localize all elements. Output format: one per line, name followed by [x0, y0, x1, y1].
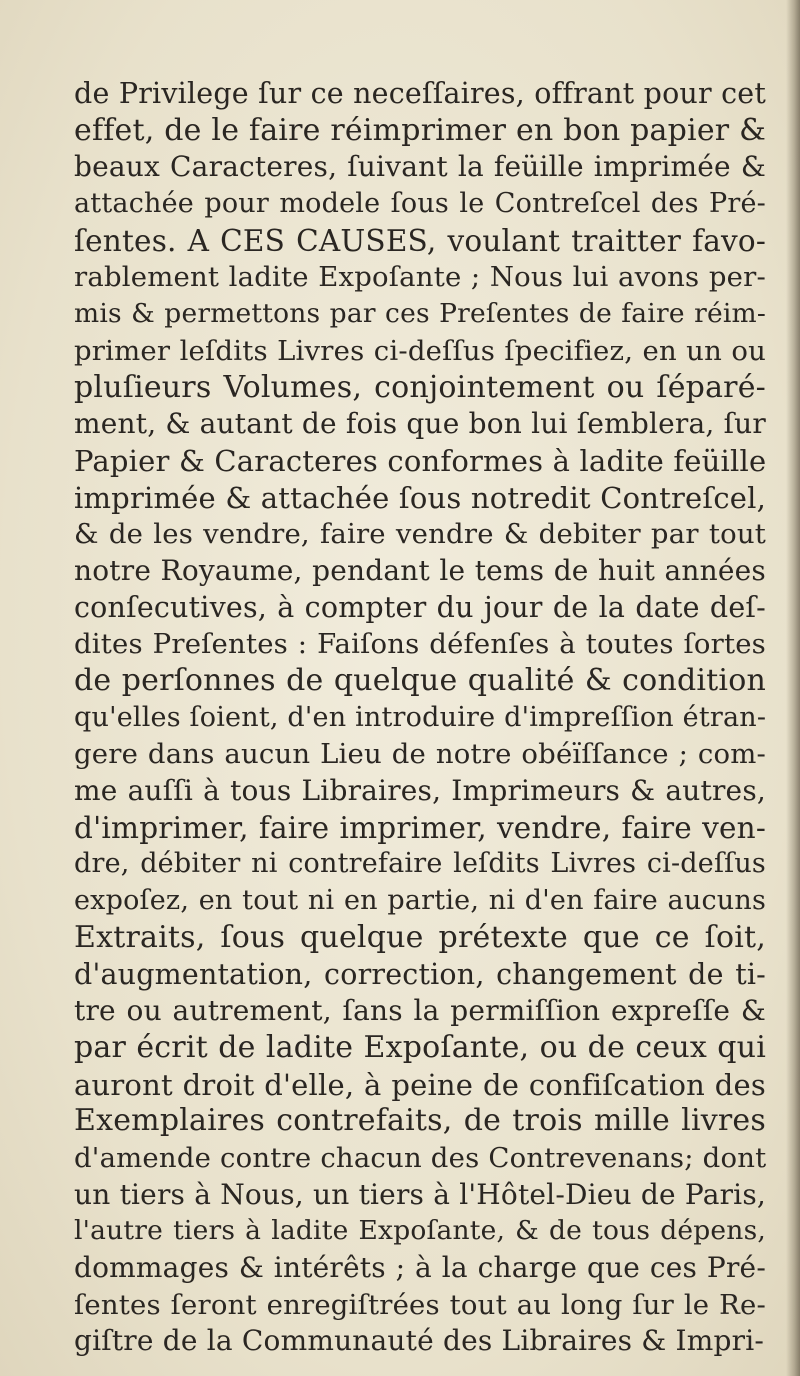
text-line: conſecutives, à compter du jour de la date deſ-	[74, 590, 766, 624]
text-line: un tiers à Nous, un tiers à l'Hôtel-Dieu de Paris,	[74, 1177, 766, 1211]
text-line: dites Preſentes : Faiſons défenſes à toutes ſortes	[74, 628, 766, 661]
text-line: auront droit d'elle, à peine de confiſcation des	[74, 1067, 766, 1102]
text-line: qu'elles ſoient, d'en introduire d'impreſſion étran-	[74, 701, 767, 733]
text-line: d'imprimer, faire imprimer, vendre, faire ven-	[74, 810, 766, 845]
page-edge-shadow	[786, 0, 800, 1376]
text-line: imprimée & attachée ſous notredit Contreſcel,	[74, 480, 767, 515]
text-line: rablement ladite Expoſante ; Nous lui avons per-	[74, 261, 766, 294]
text-line: expoſez, en tout ni en partie, ni d'en faire aucuns	[74, 885, 766, 917]
text-line: dommages & intérêts ; à la charge que ces Pré-	[74, 1251, 766, 1284]
text-line: de Privilege ſur ce neceſſaires, offrant pour cet	[74, 77, 766, 110]
text-line: beaux Caracteres, ſuivant la feüille imprimée &	[74, 150, 766, 184]
text-line: Extraits, ſous quelque prétexte que ce ſoit,	[74, 919, 766, 955]
text-line: gere dans aucun Lieu de notre obéïſſance ; com-	[74, 738, 766, 771]
text-line: effet, de le faire réimprimer en bon papier &	[74, 112, 766, 148]
text-line: par écrit de ladite Expoſante, ou de ceux qui	[74, 1029, 766, 1065]
text-line: ment, & autant de fois que bon lui ſemblera, ſur	[74, 407, 766, 441]
text-line: attachée pour modele ſous le Contreſcel des Pré-	[74, 188, 766, 220]
text-line: d'augmentation, correction, changement de ti-	[74, 957, 766, 991]
text-line: me auſſi à tous Libraires, Imprimeurs & autres,	[74, 774, 766, 808]
text-line: & de les vendre, faire vendre & debiter par tout	[74, 518, 766, 551]
text-line: de perſonnes de quelque qualité & condition	[74, 663, 766, 698]
text-line: pluſieurs Volumes, conjointement ou ſéparé-	[74, 369, 766, 405]
text-line: l'autre tiers à ladite Expoſante, & de tous dépens,	[74, 1215, 766, 1247]
text-line: giſtre de la Communauté des Libraires & Impri-	[74, 1324, 765, 1358]
text-line: dre, débiter ni contrefaire leſdits Livres ci-deſſus	[74, 848, 766, 880]
text-line: mis & permettons par ces Preſentes de faire réim-	[74, 298, 766, 330]
text-line: ſentes ſeront enregiſtrées tout au long ſur le Re-	[74, 1288, 766, 1321]
text-line: Papier & Caracteres conformes à ladite feüille	[74, 443, 767, 478]
text-line: tre ou autrement, ſans la permiſſion expreſſe &	[74, 994, 766, 1028]
text-line: Exemplaires contrefaits, de trois mille livres	[74, 1103, 766, 1139]
text-line: notre Royaume, pendant le tems de huit années	[74, 553, 766, 587]
body-text	[74, 76, 766, 1360]
text-line: d'amende contre chacun des Contrevenans; dont	[74, 1141, 767, 1174]
text-line: primer leſdits Livres ci-deſſus ſpecifiez, en un ou	[74, 334, 766, 367]
text-line: ſentes. A CES CAUSES, voulant traitter favo-	[74, 223, 766, 258]
